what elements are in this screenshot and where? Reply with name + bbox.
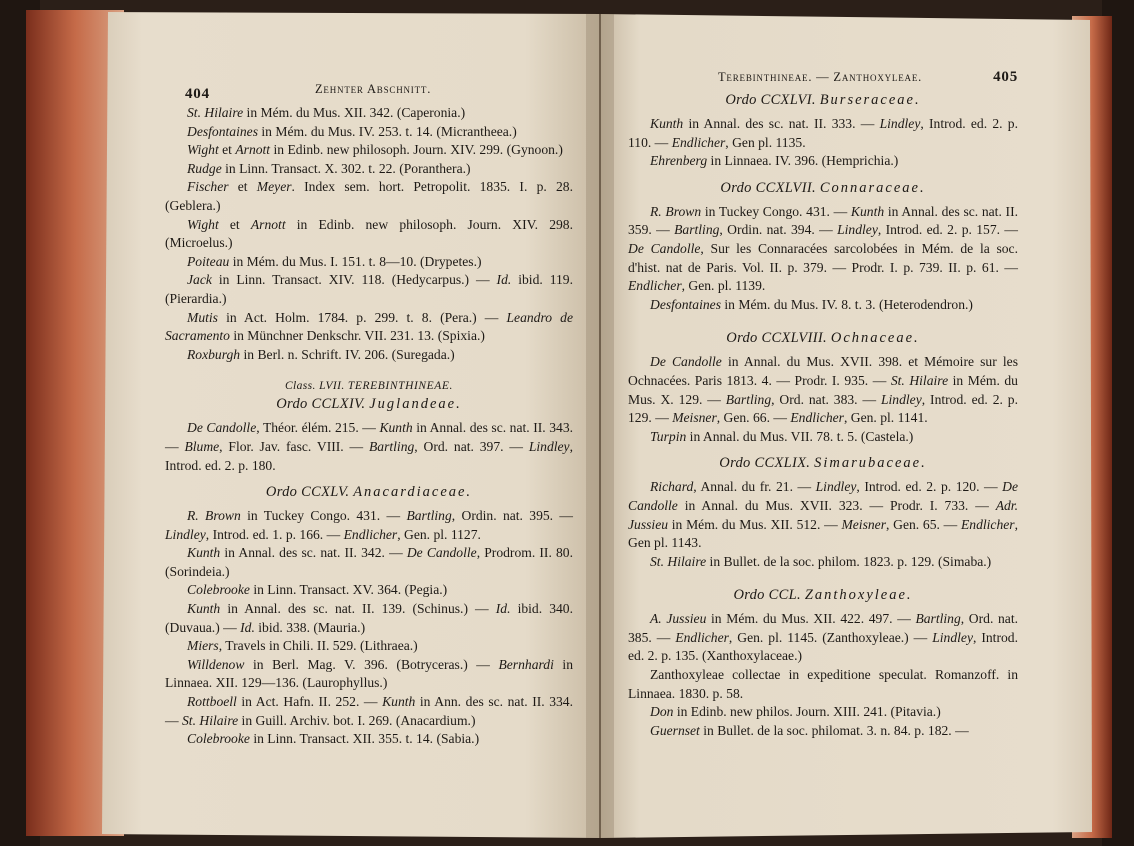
citation-text: in Guill. Archiv. bot. I. 269. (Anacardium.) — [238, 712, 476, 728]
citation-text: in Annal. des sc. nat. II. 359. — — [628, 203, 1018, 238]
author-name: Lindley — [528, 438, 570, 454]
citation-text: in Edinb. new philosoph. Journ. XIV. 298. (Microelus.) — [165, 216, 573, 251]
author-name: De Candolle — [628, 479, 1018, 513]
ordo-heading-anacardiaceae — [165, 484, 573, 501]
ordo-heading-burseraceae — [628, 92, 1018, 109]
reference-entry — [165, 271, 573, 308]
reference-entry — [165, 141, 573, 160]
citation-text: in Linnaea. IV. 396. (Hemprichia.) — [707, 153, 899, 169]
citation-text: Zanthoxyleae collectae in expeditione speculat. Romanzoff. in Linnaea. 1830. p. 58. — [628, 667, 1018, 701]
author-name: Kunth — [850, 203, 885, 219]
author-name: Bernhardi — [498, 656, 554, 672]
right-block-2 — [628, 203, 1018, 315]
author-name: Mutis — [187, 309, 218, 325]
citation-text: in Linnaea. XII. 129—136. (Laurophyllus.) — [165, 656, 573, 691]
author-name: Jack — [187, 272, 212, 288]
author-name: Wight — [187, 142, 219, 158]
citation-text: in Annal. du Mus. XVII. 398. et Mémoire sur les Ochnacées. Paris 1813. 4. — Prodr. I. 935. — — [628, 354, 1018, 388]
right-block-1 — [628, 115, 1018, 171]
citation-text: in Annal. du Mus. XVII. 323. — Prodr. I. 733. — — [677, 497, 996, 513]
author-name: A. Jussieu — [650, 611, 707, 627]
author-name: Bartling — [725, 391, 772, 407]
reference-entry — [628, 478, 1018, 552]
left-block-2 — [165, 419, 573, 475]
reference-entry — [628, 296, 1018, 315]
citation-text: , Gen. 65. — — [885, 516, 961, 532]
citation-text: , Introd. ed. 2. p. 110. — — [628, 116, 1019, 150]
author-name: Id. — [496, 272, 512, 288]
author-name: Bartling — [406, 508, 452, 524]
author-name: Endlicher — [790, 410, 844, 426]
author-name: Endlicher — [343, 526, 398, 542]
reference-entry — [165, 346, 573, 365]
author-name: Colebrooke — [187, 582, 250, 598]
author-name: Bartling — [915, 611, 961, 627]
author-name: Leandro de Sacramento — [165, 309, 573, 344]
class-prefix: Class. LVII. — [284, 380, 345, 393]
author-name: Bartling — [674, 222, 720, 238]
reference-entry — [628, 353, 1018, 427]
author-name: Id. — [240, 619, 255, 635]
author-name: Ehrenberg — [650, 153, 708, 169]
author-name: Turpin — [650, 428, 687, 444]
reference-entry — [165, 419, 573, 475]
author-name: Meisner — [841, 516, 886, 532]
citation-text: in Münchner Denkschr. VII. 231. 13. (Spixia.) — [229, 328, 485, 344]
reference-entry — [165, 544, 573, 581]
author-name: St. Hilaire — [650, 553, 707, 569]
author-name: Kunth — [382, 694, 416, 710]
author-name: Kunth — [650, 116, 684, 131]
reference-entry — [165, 507, 573, 544]
citation-text: ibid. 338. (Mauria.) — [254, 619, 366, 635]
author-name: Richard — [650, 479, 694, 495]
citation-text: in Ann. des sc. nat. II. 334. — — [165, 694, 574, 728]
author-name: Desfontaines — [650, 296, 721, 312]
author-name: Kunth — [187, 601, 221, 617]
citation-text: in Act. Hafn. II. 252. — — [236, 694, 383, 710]
author-name: Blume — [184, 438, 220, 454]
citation-text: in Berl. n. Schrift. IV. 206. (Suregada.) — [240, 346, 455, 362]
reference-entry — [165, 693, 573, 730]
citation-text: in Linn. Transact. XIV. 118. (Hedycarpus.) — — [211, 272, 497, 288]
citation-text: , Gen pl. 1135. — [725, 134, 806, 150]
citation-text: in Mém. du Mus. X. 129. — — [628, 372, 1018, 407]
ordo-number: Ordo CCXLV. — [265, 484, 350, 501]
citation-text: in Annal. des sc. nat. II. 139. (Schinus.) — — [220, 601, 496, 617]
citation-text: , Introd. ed. 2. p. 135. (Xanthoxylaceae.) — [628, 629, 1018, 664]
right-page-number: 405 — [993, 69, 1018, 85]
author-name: Miers — [187, 638, 219, 654]
reference-entry — [165, 309, 573, 346]
citation-text: et — [218, 216, 251, 232]
reference-entry — [165, 581, 573, 600]
citation-text: in Bullet. de la soc. philomat. 3. n. 84. p. 182. — — [699, 722, 969, 738]
reference-entry — [165, 253, 573, 272]
author-name: St. Hilaire — [187, 105, 244, 120]
reference-entry — [628, 610, 1018, 666]
reference-entry — [165, 104, 573, 123]
author-name: Poiteau — [187, 253, 230, 269]
citation-text: in Act. Holm. 1784. p. 299. t. 8. (Pera.) — — [217, 309, 507, 325]
right-running-title: Terebinthineae. — Zanthoxyleae. — [718, 70, 923, 84]
citation-text: ibid. 119. (Pierardia.) — [165, 272, 573, 306]
author-name: R. Brown — [187, 508, 241, 524]
author-name: Wight — [187, 216, 219, 232]
right-block-5 — [628, 610, 1018, 740]
citation-text: in Mém. du Mus. IV. 253. t. 14. (Micrantheea.) — [257, 123, 517, 139]
author-name: Willdenow — [187, 656, 245, 672]
citation-text: , Introd. ed. 2. p. 180. — [165, 438, 573, 473]
citation-text: . Index sem. hort. Petropolit. 1835. I. p. 28. (Geblera.) — [165, 179, 573, 213]
author-name: Rudge — [187, 160, 222, 176]
author-name: Lindley — [165, 526, 206, 542]
citation-text: , Ordin. nat. 394. — — [719, 222, 838, 238]
author-name: Guernset — [650, 722, 700, 738]
reference-entry — [628, 722, 1018, 741]
citation-text: in Tuckey Congo. 431. — — [240, 508, 407, 524]
citation-text: , Théor. élém. 215. — — [256, 420, 380, 436]
ordo-family: Connaraceae. — [819, 179, 926, 196]
author-name: Endlicher — [960, 516, 1015, 532]
author-name: Bartling — [368, 438, 415, 454]
reference-entry — [165, 123, 573, 142]
class-heading — [165, 380, 573, 392]
citation-text: , Introd. ed. 2. p. 157. — — [877, 222, 1018, 238]
citation-text: , Introd. ed. 2. p. 129. — — [628, 391, 1019, 426]
citation-text: in Mém. du Mus. I. 151. t. 8—10. (Drypetes.) — [229, 253, 482, 269]
citation-text: , Introd. ed. 1. p. 166. — — [205, 526, 344, 542]
reference-entry — [628, 666, 1018, 703]
author-name: Arnott — [250, 216, 286, 232]
ordo-number: Ordo CCLXIV. — [276, 396, 366, 413]
ordo-family: Juglandeae. — [369, 396, 462, 413]
ordo-heading-juglandeae — [165, 396, 573, 413]
citation-text: , Gen. 66. — — [716, 410, 791, 426]
citation-text: in Tuckey Congo. 431. — — [701, 203, 851, 219]
citation-text: in Annal. des sc. nat. II. 343. — — [165, 420, 574, 454]
citation-text: , Annal. du fr. 21. — — [693, 479, 816, 495]
author-name: De Candolle — [628, 240, 701, 256]
author-name: Desfontaines — [187, 123, 258, 139]
right-page — [628, 66, 1018, 740]
reference-entry — [628, 703, 1018, 722]
author-name: Id. — [495, 601, 511, 617]
citation-text: , Ord. nat. 397. — — [414, 438, 529, 454]
ordo-number: Ordo CCXLVI. — [725, 92, 816, 108]
reference-entry — [628, 152, 1018, 171]
author-name: Lindley — [879, 116, 921, 131]
reference-entry — [628, 203, 1018, 296]
author-name: De Candolle — [650, 354, 722, 370]
citation-text: in Berl. Mag. V. 396. (Botryceras.) — — [244, 656, 499, 672]
reference-entry — [165, 160, 573, 179]
author-name: Endlicher — [675, 629, 729, 645]
author-name: Lindley — [932, 629, 973, 645]
left-running-title: Zehnter Abschnitt. — [315, 82, 432, 96]
citation-text: , Introd. ed. 2. p. 120. — — [856, 479, 1003, 495]
ordo-heading-simarubaceae — [628, 455, 1018, 472]
ordo-number: Ordo CCXLVIII. — [726, 330, 827, 347]
reference-entry — [628, 115, 1018, 152]
citation-text: , Sur les Connaracées sarcolobées in Mém. de la soc. d'hist. nat de Paris. Vol. II. p. 379. — Prodr. I. p. 739. II. p. 61. — — [628, 240, 1018, 275]
citation-text: , Travels in Chili. II. 529. (Lithraea.) — [218, 638, 418, 654]
author-name: Lindley — [837, 222, 878, 238]
citation-text: , Flor. Jav. fasc. VIII. — — [219, 438, 369, 454]
reference-entry — [165, 730, 573, 749]
author-name: St. Hilaire — [182, 712, 239, 728]
left-page-number: 404 — [185, 86, 210, 102]
author-name: Endlicher — [671, 134, 726, 150]
left-block-3 — [165, 507, 573, 749]
ordo-family: Anacardiaceae. — [353, 484, 473, 501]
citation-text: in Mém. du Mus. XII. 422. 497. — — [706, 611, 916, 627]
author-name: Don — [650, 704, 674, 720]
citation-text: , Ordin. nat. 395. — — [451, 508, 573, 524]
citation-text: in Edinb. new philos. Journ. XIII. 241. (Pitavia.) — [673, 704, 941, 720]
right-block-3 — [628, 353, 1018, 446]
ordo-family: Burseraceae. — [819, 92, 921, 108]
reference-entry — [165, 637, 573, 656]
author-name: Arnott — [235, 142, 271, 158]
citation-text: in Mém. du Mus. XII. 342. (Caperonia.) — [243, 105, 466, 120]
citation-text: , Ord. nat. 385. — — [628, 611, 1018, 645]
left-page — [165, 80, 573, 749]
citation-text: et — [218, 142, 236, 158]
citation-text: ibid. 340. (Duvaua.) — — [165, 601, 573, 635]
citation-text: in Linn. Transact. XII. 355. t. 14. (Sabia.) — [249, 731, 480, 747]
reference-entry — [628, 553, 1018, 572]
citation-text: in Edinb. new philosoph. Journ. XIV. 299. (Gynoon.) — [270, 142, 563, 158]
reference-entry — [165, 600, 573, 637]
left-block-1 — [165, 104, 573, 364]
author-name: St. Hilaire — [890, 372, 949, 388]
author-name: Colebrooke — [187, 731, 250, 747]
author-name: Kunth — [187, 545, 221, 561]
citation-text: , Gen. pl. 1139. — [681, 278, 766, 294]
author-name: Lindley — [815, 479, 857, 495]
author-name: Kunth — [379, 420, 413, 436]
author-name: Rottboell — [187, 694, 237, 710]
author-name: De Candolle — [406, 545, 477, 561]
right-running-head — [628, 66, 1018, 90]
citation-text: in Mém. du Mus. IV. 8. t. 3. (Heterodendron.) — [720, 296, 973, 312]
reference-entry — [165, 216, 573, 253]
author-name: Meyer — [256, 179, 292, 195]
citation-text: in Linn. Transact. X. 302. t. 22. (Poranthera.) — [221, 160, 471, 176]
author-name: De Candolle — [187, 420, 257, 436]
ordo-family: Simarubaceae. — [814, 455, 927, 472]
citation-text: et — [228, 179, 257, 195]
citation-text: , Prodrom. II. 80. (Sorindeia.) — [165, 545, 573, 579]
ordo-number: Ordo CCXLVII. — [720, 179, 816, 196]
citation-text: , Gen pl. 1143. — [628, 516, 1018, 551]
citation-text: in Annal. des sc. nat. II. 342. — — [220, 545, 407, 561]
citation-text: in Annal. du Mus. VII. 78. t. 5. (Castela.) — [686, 428, 914, 444]
citation-text: , Gen. pl. 1141. — [843, 410, 928, 426]
author-name: Fischer — [187, 179, 229, 195]
ordo-heading-ochnaceae — [628, 330, 1018, 347]
class-name: TEREBINTHINEAE. — [347, 380, 454, 393]
ordo-number: Ordo CCXLIX. — [719, 455, 811, 472]
citation-text: in Linn. Transact. XV. 364. (Pegia.) — [249, 582, 448, 598]
ordo-number: Ordo CCL. — [733, 587, 801, 604]
author-name: Meisner — [672, 410, 717, 426]
reference-entry — [165, 178, 573, 215]
author-name: R. Brown — [650, 203, 702, 219]
citation-text: , Gen. pl. 1145. (Zanthoxyleae.) — — [728, 629, 933, 645]
left-running-head — [165, 80, 573, 104]
citation-text: in Mém. du Mus. XII. 512. — — [668, 516, 842, 532]
author-name: Adr. Jussieu — [628, 497, 1018, 532]
ordo-heading-connaraceae — [628, 180, 1018, 197]
citation-text: in Bullet. de la soc. philom. 1823. p. 129. (Simaba.) — [706, 553, 992, 569]
reference-entry — [165, 656, 573, 693]
author-name: Endlicher — [628, 278, 682, 294]
citation-text: , Ord. nat. 383. — — [771, 391, 881, 407]
right-block-4 — [628, 478, 1018, 571]
citation-text: in Annal. des sc. nat. II. 333. — — [683, 116, 880, 131]
author-name: Lindley — [880, 391, 922, 407]
ordo-family: Zanthoxyleae. — [804, 587, 913, 604]
citation-text: , Gen. pl. 1127. — [397, 526, 481, 542]
reference-entry — [628, 428, 1018, 447]
ordo-heading-zanthoxyleae — [628, 587, 1018, 604]
ordo-family: Ochnaceae. — [830, 330, 920, 347]
author-name: Roxburgh — [187, 346, 241, 362]
